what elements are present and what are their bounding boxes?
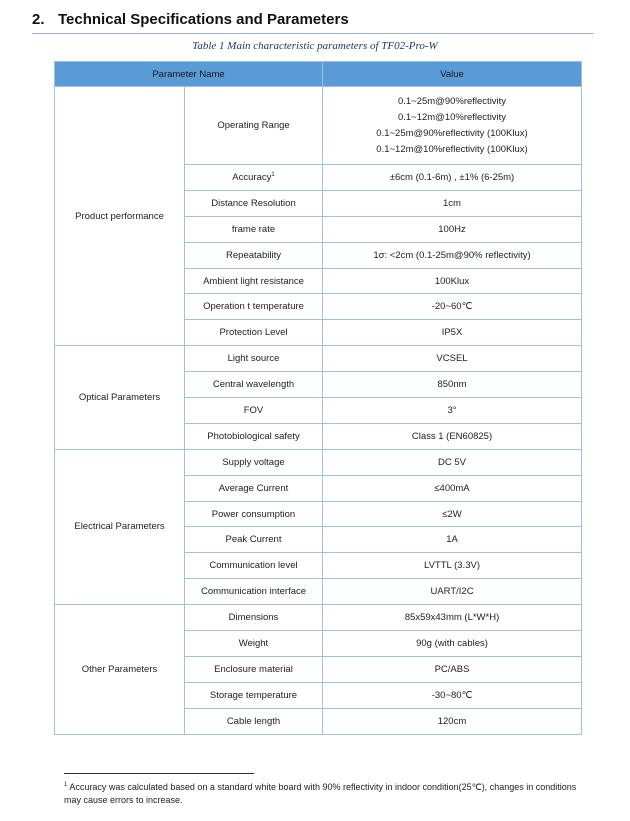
parameter-name-cell (185, 268, 323, 294)
parameter-name: Power consumption (211, 508, 296, 520)
parameter-value: 1cm (443, 197, 461, 209)
parameter-value-cell (323, 682, 582, 708)
parameter-value-cell (323, 165, 582, 191)
parameter-value: 120cm (437, 715, 467, 727)
parameter-value-cell (323, 423, 582, 449)
parameter-value-cell (323, 631, 582, 657)
parameter-value: ≤400mA (434, 482, 470, 494)
category-cell: Optical Parameters (55, 346, 185, 450)
table-row (55, 87, 582, 165)
parameter-name-cell (185, 165, 323, 191)
parameter-value-cell (323, 372, 582, 398)
parameter-value: VCSEL (436, 353, 468, 365)
parameter-name: Accuracy (232, 171, 272, 183)
parameter-name: Storage temperature (209, 689, 298, 701)
parameter-name-cell (185, 242, 323, 268)
parameter-name-cell (185, 527, 323, 553)
spec-table-body (55, 87, 582, 735)
parameter-name: Ambient light resistance (203, 275, 304, 287)
parameter-name-cell (185, 449, 323, 475)
parameter-value: -30~80℃ (431, 689, 473, 701)
parameter-name: Operating Range (217, 119, 290, 131)
footnote-mark: 1 (64, 782, 68, 788)
footnote-ref: 1 (271, 171, 275, 178)
parameter-name: Supply voltage (222, 456, 285, 468)
parameter-value-cell (323, 346, 582, 372)
parameter-name-cell (185, 398, 323, 424)
parameter-value-cell (323, 190, 582, 216)
parameter-value: 3° (447, 404, 457, 416)
parameter-value: UART/I2C (430, 586, 474, 598)
parameter-value: 100Klux (434, 275, 470, 287)
parameter-name: Photobiological safety (207, 430, 300, 442)
parameter-value: 1A (446, 534, 458, 546)
parameter-value-cell (323, 553, 582, 579)
category-cell: Electrical Parameters (55, 449, 185, 604)
table-caption: Table 1 Main characteristic parameters of TF02-Pro-W (192, 40, 438, 52)
parameter-name-cell (185, 605, 323, 631)
parameter-name: Communication level (209, 560, 298, 572)
parameter-name-cell (185, 294, 323, 320)
parameter-name-cell (185, 346, 323, 372)
parameter-name-cell (185, 708, 323, 734)
table-row (55, 605, 582, 631)
parameter-value: 100Hz (438, 223, 466, 235)
category-cell: Product performance (55, 87, 185, 346)
parameter-name: Cable length (226, 715, 281, 727)
title-underline (32, 33, 594, 34)
parameter-value: PC/ABS (434, 663, 470, 675)
header-parameter-name: Parameter Name (55, 62, 323, 87)
parameter-value-cell (323, 475, 582, 501)
header-value: Value (323, 62, 582, 87)
footnote-separator (64, 773, 254, 774)
footnote (64, 781, 590, 806)
parameter-name: Light source (227, 353, 280, 365)
table-row (55, 346, 582, 372)
parameter-name-cell (185, 501, 323, 527)
parameter-value-cell (323, 320, 582, 346)
parameter-name: Repeatability (226, 249, 281, 261)
parameter-value-cell (323, 268, 582, 294)
parameter-value-cell (323, 708, 582, 734)
parameter-value: 0.1~12m@10%reflectivity (397, 111, 507, 123)
parameter-name-cell (185, 87, 323, 165)
parameter-name-cell (185, 320, 323, 346)
table-row (55, 449, 582, 475)
parameter-value-cell (323, 579, 582, 605)
parameter-name: Dimensions (228, 612, 279, 624)
parameter-value-cell (323, 216, 582, 242)
parameter-name-cell (185, 656, 323, 682)
parameter-name: Distance Resolution (211, 197, 296, 209)
parameter-name: frame rate (231, 223, 276, 235)
parameter-value: 0.1~12m@10%reflectivity (100Klux) (376, 143, 528, 155)
parameter-value-cell (323, 501, 582, 527)
parameter-value-cell (323, 449, 582, 475)
parameter-name: Protection Level (219, 327, 288, 339)
parameter-value: 0.1~25m@90%reflectivity (100Klux) (376, 127, 528, 139)
category-cell: Other Parameters (55, 605, 185, 734)
parameter-value: 850nm (437, 379, 467, 391)
parameter-value-cell (323, 656, 582, 682)
parameter-value-cell (323, 527, 582, 553)
parameter-name: Weight (238, 637, 269, 649)
parameter-value-cell (323, 87, 582, 165)
table-header-row (55, 62, 582, 87)
parameter-value: 85x59x43mm (L*W*H) (404, 612, 500, 624)
spec-table (54, 61, 582, 735)
parameter-value: Class 1 (EN60825) (411, 430, 493, 442)
parameter-value: IP5X (441, 327, 463, 339)
parameter-value: 0.1~25m@90%reflectivity (397, 95, 507, 107)
parameter-name: Peak Current (225, 534, 282, 546)
parameter-value-cell (323, 605, 582, 631)
parameter-value-cell (323, 242, 582, 268)
parameter-value: ±6cm (0.1-6m) , ±1% (6-25m) (389, 171, 515, 183)
parameter-name-cell (185, 682, 323, 708)
parameter-name-cell (185, 475, 323, 501)
section-number: 2. (32, 11, 45, 28)
parameter-name-cell (185, 423, 323, 449)
parameter-name: Central wavelength (212, 379, 295, 391)
parameter-value: ≤2W (442, 508, 462, 520)
section-title (32, 11, 349, 28)
parameter-value: -20~60℃ (431, 301, 473, 313)
parameter-name: FOV (243, 404, 264, 416)
parameter-value: 1σ: <2cm (0.1-25m@90% reflectivity) (373, 249, 531, 261)
section-title-text: Technical Specifications and Parameters (58, 11, 349, 28)
parameter-value: 90g (with cables) (416, 637, 488, 649)
parameter-name: Operation t temperature (203, 301, 304, 313)
parameter-name-cell (185, 553, 323, 579)
parameter-name-cell (185, 631, 323, 657)
parameter-value: LVTTL (3.3V) (424, 560, 480, 572)
parameter-name: Communication interface (200, 586, 307, 598)
parameter-name-cell (185, 579, 323, 605)
parameter-name-cell (185, 372, 323, 398)
parameter-value: DC 5V (438, 456, 466, 468)
parameter-name: Average Current (218, 482, 289, 494)
footnote-text: Accuracy was calculated based on a standard white board with 90% reflectivity in indoor condition(25℃), changes in conditions may cause errors to increase. (64, 782, 577, 805)
parameter-name-cell (185, 190, 323, 216)
parameter-value-cell (323, 398, 582, 424)
parameter-name: Enclosure material (214, 663, 293, 675)
parameter-name-cell (185, 216, 323, 242)
parameter-value-cell (323, 294, 582, 320)
